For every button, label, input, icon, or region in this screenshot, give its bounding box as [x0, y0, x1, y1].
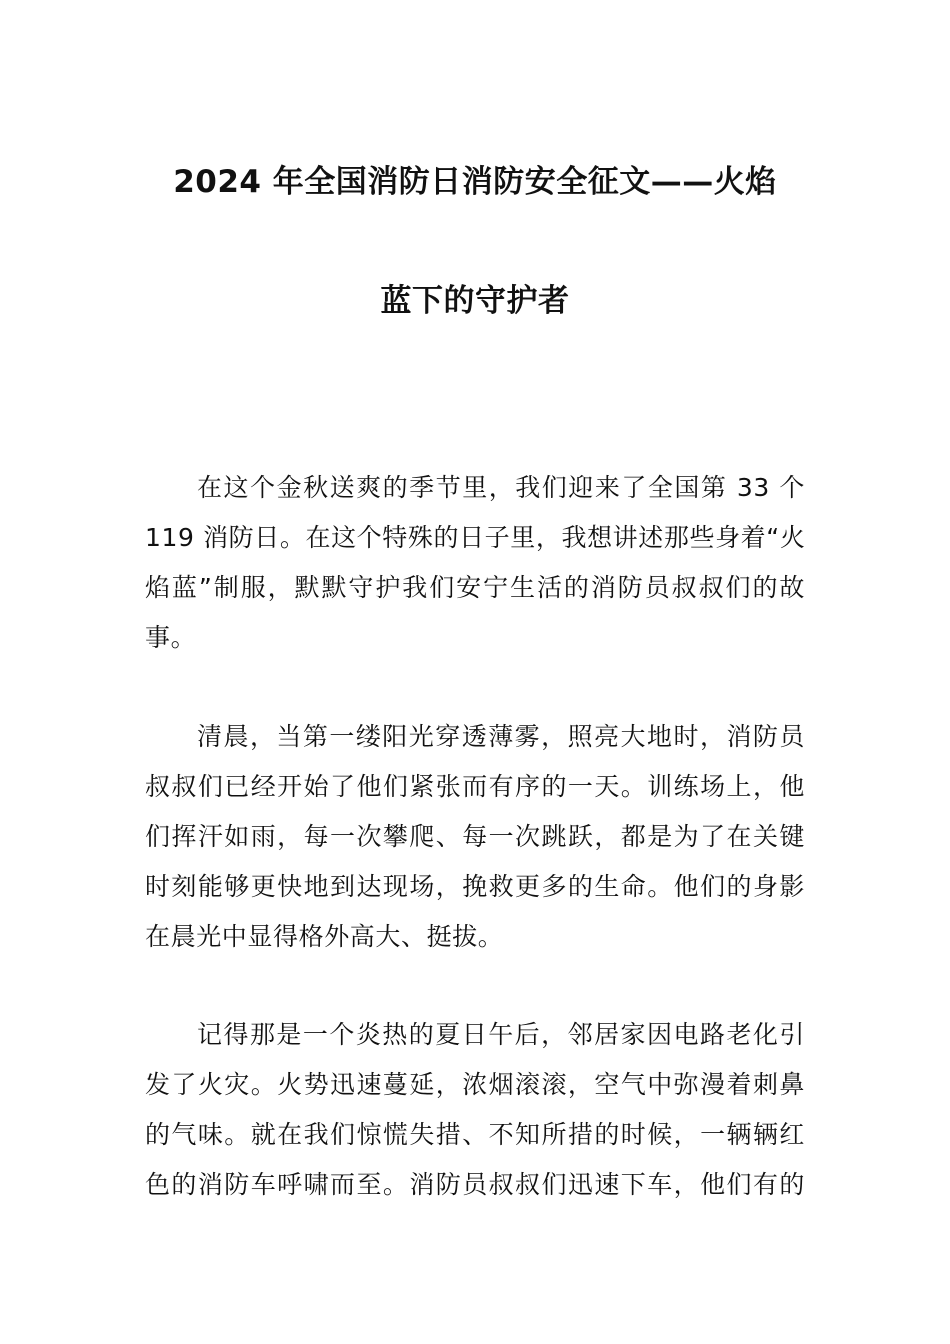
- paragraph-line: 们挥汗如雨，每一次攀爬、每一次跳跃，都是为了在关键: [145, 822, 805, 851]
- paragraph-2: [145, 712, 805, 962]
- document-title-line-2: 蓝下的守护者: [380, 283, 570, 319]
- paragraph-line: 清晨，当第一缕阳光穿透薄雾，照亮大地时，消防员: [197, 722, 805, 751]
- paragraph-line: 在这个金秋送爽的季节里，我们迎来了全国第 33 个: [197, 473, 805, 502]
- paragraph-line: 发了火灾。火势迅速蔓延，浓烟滚滚，空气中弥漫着刺鼻: [145, 1070, 805, 1099]
- paragraph-3: [145, 1010, 805, 1210]
- paragraph-1: [145, 463, 805, 663]
- paragraph-line: 色的消防车呼啸而至。消防员叔叔们迅速下车，他们有的: [145, 1170, 805, 1199]
- paragraph-line: 事。: [145, 623, 197, 652]
- paragraph-line: 记得那是一个炎热的夏日午后，邻居家因电路老化引: [197, 1020, 805, 1049]
- paragraph-line: 焰蓝”制服，默默守护我们安宁生活的消防员叔叔们的故: [145, 573, 805, 602]
- paragraph-line: 的气味。就在我们惊慌失措、不知所措的时候，一辆辆红: [145, 1120, 805, 1149]
- document-title-line-1: 2024 年全国消防日消防安全征文——火焰: [173, 164, 777, 200]
- paragraph-line: 在晨光中显得格外高大、挺拔。: [145, 922, 504, 951]
- paragraph-line: 叔叔们已经开始了他们紧张而有序的一天。训练场上，他: [145, 772, 805, 801]
- paragraph-line: 119 消防日。在这个特殊的日子里，我想讲述那些身着“火: [145, 523, 806, 552]
- paragraph-line: 时刻能够更快地到达现场，挽救更多的生命。他们的身影: [145, 872, 805, 901]
